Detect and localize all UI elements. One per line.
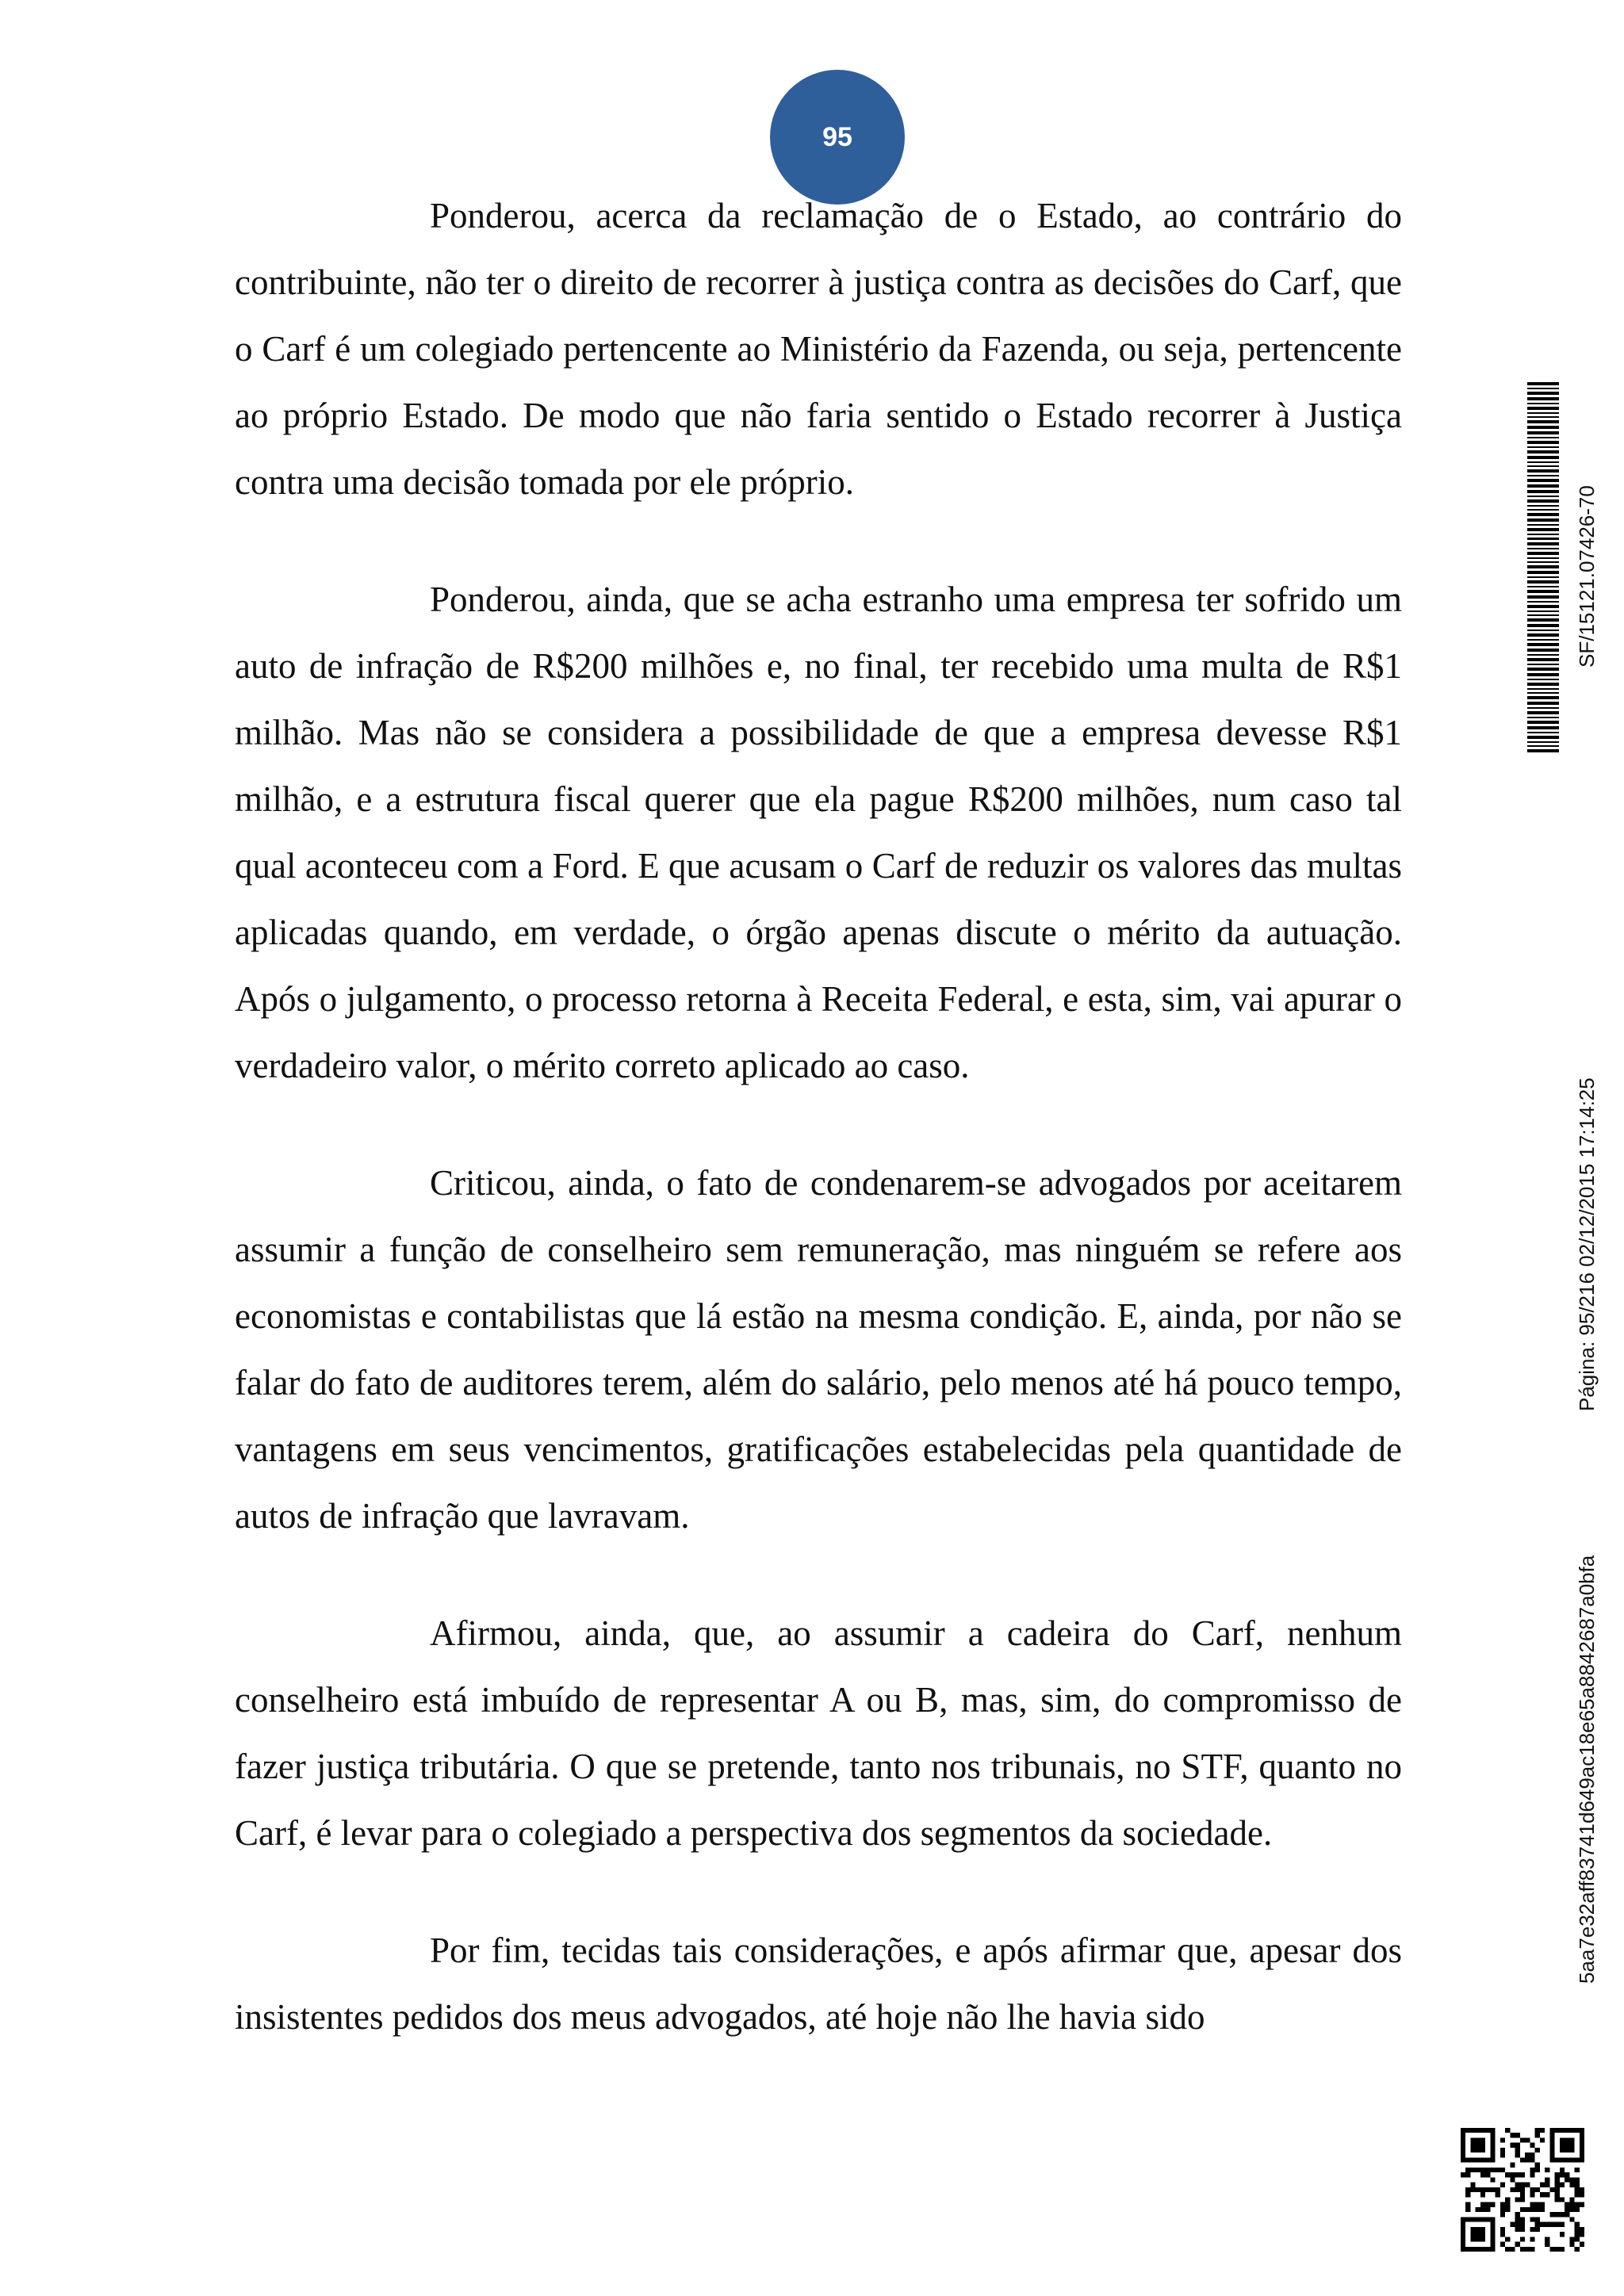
page-number: 95 [822,121,852,152]
paragraph: Criticou, ainda, o fato de condenarem-se advogados por aceitarem assumir a função de conselheiro sem remuneração, mas ninguém se refere aos economistas e contabilistas que lá estão na mesma condição. E, ainda, por não se falar do fato de auditores terem, além do salário, pelo menos até há pouco tempo, vantagens em seus vencimentos, gratificações estabelecidas pela quantidade de autos de infração que lavravam. [235,1163,1402,1536]
paragraph: Ponderou, ainda, que se acha estranho uma empresa ter sofrido um auto de infração de R$200 milhões e, no final, ter recebido uma multa de R$1 milhão. Mas não se considera a possibilidade de que a empresa devesse R$1 milhão, e a estrutura fiscal querer que ela pague R$200 milhões, num caso tal qual aconteceu com a Ford. E que acusam o Carf de reduzir os valores das multas aplicadas quando, em verdade, o órgão apenas discute o mérito da autuação. Após o julgamento, o processo retorna à Receita Federal, e esta, sim, vai apurar o verdadeiro valor, o mérito correto aplicado ao caso. [235,580,1402,1085]
document-hash: 5aa7e32aff83741d649ac18e65a8842687a0bfa [1575,1555,1599,1984]
document-body [235,182,1402,2050]
page-info: Página: 95/216 02/12/2015 17:14:25 [1575,1077,1599,1411]
paragraph: Ponderou, acerca da reclamação de o Estado, ao contrário do contribuinte, não ter o direito de recorrer à justiça contra as decisões do Carf, que o Carf é um colegiado pertencente ao Ministério da Fazenda, ou seja, pertencente ao próprio Estado. De modo que não faria sentido o Estado recorrer à Justiça contra uma decisão tomada por ele próprio. [235,196,1402,502]
paragraph: Por fim, tecidas tais considerações, e após afirmar que, apesar dos insistentes pedidos dos meus advogados, até hoje não lhe havia sido [235,1931,1402,2037]
document-code: SF/15121.07426-70 [1575,485,1599,668]
paragraph: Afirmou, ainda, que, ao assumir a cadeira do Carf, nenhum conselheiro está imbuído de representar A ou B, mas, sim, do compromisso de fazer justiça tributária. O que se pretende, tanto nos tribunais, no STF, quanto no Carf, é levar para o colegiado a perspectiva dos segmentos da sociedade. [235,1613,1402,1853]
barcode-icon [1527,382,1559,755]
qr-code-icon [1461,2128,1584,2252]
